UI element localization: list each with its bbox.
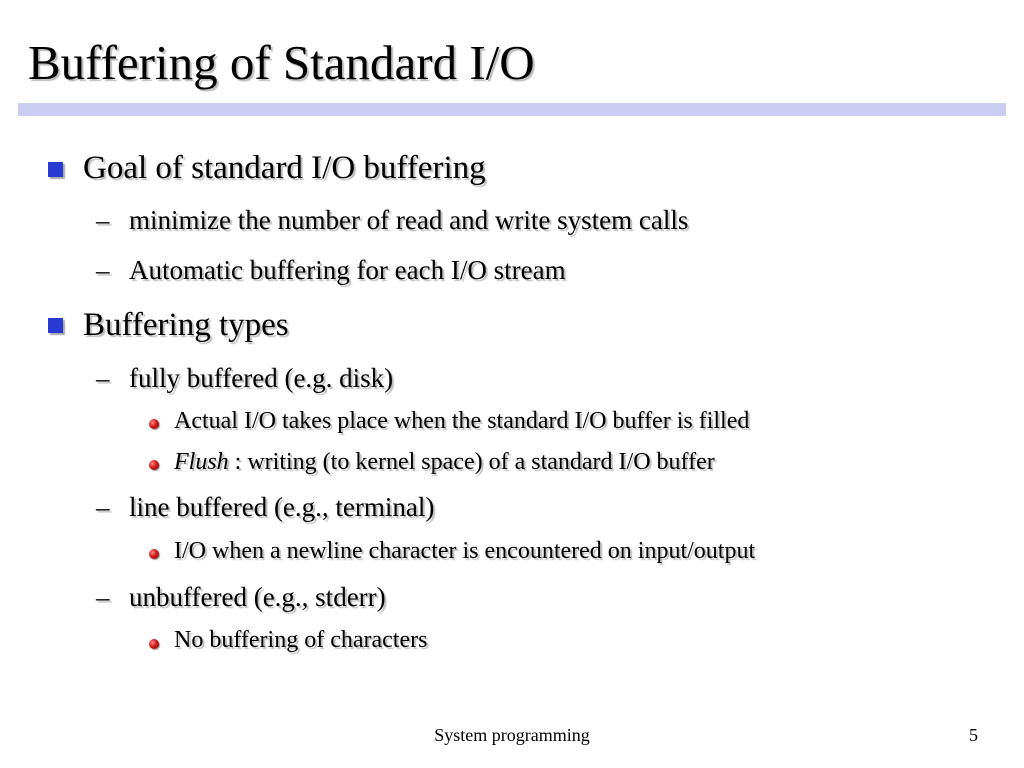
square-bullet-icon [48,162,63,177]
subitem-fully-buffered: fully buffered (e.g. disk) [129,363,394,393]
red-ball-bullet-icon [149,419,159,429]
subitem-unbuffered: unbuffered (e.g., stderr) [129,582,386,612]
bullet-buffering-types: Buffering types [83,307,289,343]
detail-flush [174,450,715,474]
dash-bullet-icon: – [96,492,110,522]
page-number: 5 [969,725,978,745]
red-ball-bullet-icon [149,549,159,559]
dash-bullet-icon: – [96,582,110,612]
red-ball-bullet-icon [149,639,159,649]
flush-description: : writing (to kernel space) of a standard I/O buffer [228,449,715,475]
detail-actual-io: Actual I/O takes place when the standard I/O buffer is filled [174,408,750,434]
footer-title: System programming [434,725,590,745]
dash-bullet-icon: – [96,255,110,285]
red-ball-bullet-icon [149,460,159,470]
detail-no-buffering: No buffering of characters [174,627,428,653]
square-bullet-icon [48,318,63,333]
subitem-automatic-buffering: Automatic buffering for each I/O stream [129,255,566,285]
subitem-line-buffered: line buffered (e.g., terminal) [129,492,435,522]
dash-bullet-icon: – [96,205,110,235]
slide-title: Buffering of Standard I/O [28,35,535,90]
detail-newline: I/O when a newline character is encountered on input/output [174,538,756,564]
subitem-minimize-calls: minimize the number of read and write system calls [129,205,689,235]
flush-term: Flush [174,449,229,475]
bullet-goal: Goal of standard I/O buffering [83,150,486,186]
dash-bullet-icon: – [96,363,110,393]
